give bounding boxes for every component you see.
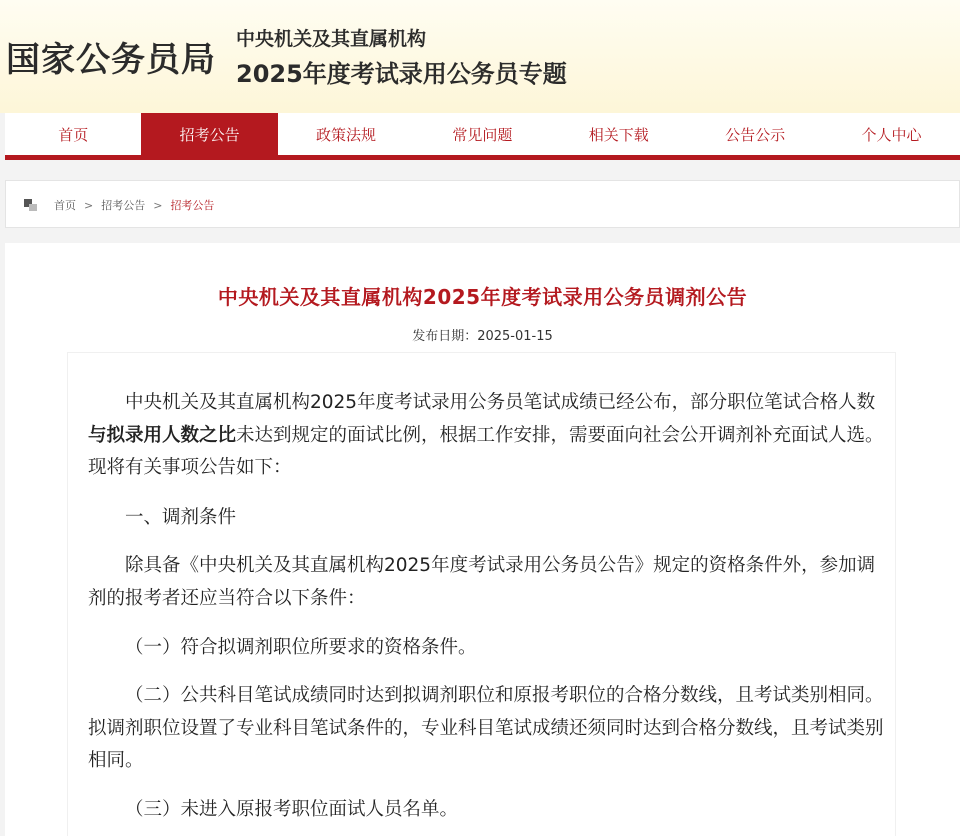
nav-item-notices[interactable]: 公告公示 bbox=[725, 126, 786, 144]
nav-item-personal-center[interactable]: 个人中心 bbox=[861, 126, 922, 144]
article-paragraph: （三）未进入原报考职位面试人员名单。 bbox=[125, 799, 459, 820]
article-title: 中央机关及其直属机构2025年度考试录用公务员调剂公告 bbox=[217, 285, 748, 309]
nav-item-home[interactable]: 首页 bbox=[58, 126, 89, 144]
article-paragraph: （一）符合拟调剂职位所要求的资格条件。 bbox=[125, 637, 477, 658]
article-body bbox=[67, 352, 896, 836]
article-paragraph: （二）公共科目笔试成绩同时达到拟调剂职位和原报考职位的合格分数线，且考试类别相同。拟调剂职位设置了专业科目笔试条件的，专业科目笔试成绩还须同时达到合格分数线，且考试类别相同。 bbox=[88, 685, 884, 771]
site-name[interactable]: 国家公务员局 bbox=[6, 40, 216, 80]
breadcrumb-home[interactable]: 首页 bbox=[54, 199, 76, 212]
paragraph-emphasis: 与拟录用人数之比 bbox=[88, 424, 237, 446]
breadcrumb bbox=[5, 180, 960, 228]
header-subtitle-topic: 2025年度考试录用公务员专题 bbox=[236, 60, 567, 88]
article-date: 发布日期：2025-01-15 bbox=[412, 329, 553, 344]
nav-item-faq[interactable]: 常见问题 bbox=[452, 126, 513, 144]
header-subtitle-org: 中央机关及其直属机构 bbox=[236, 28, 427, 50]
main-nav bbox=[5, 113, 960, 160]
breadcrumb-parent[interactable]: 招考公告 bbox=[101, 199, 146, 212]
location-icon bbox=[24, 199, 38, 211]
section-heading: 一、调剂条件 bbox=[125, 507, 237, 528]
breadcrumb-current[interactable]: 招考公告 bbox=[170, 199, 215, 212]
breadcrumb-separator: > bbox=[153, 199, 163, 212]
article-paragraph: 除具备《中央机关及其直属机构2025年度考试录用公务员公告》规定的资格条件外，参加调剂的报考者还应当符合以下条件： bbox=[88, 555, 876, 609]
nav-item-policies[interactable]: 政策法规 bbox=[315, 126, 376, 144]
nav-item-announcements[interactable]: 招考公告 bbox=[141, 113, 277, 155]
paragraph-text: 未达到规定的面试比例，根据工作安排，需要面向社会公开调剂补充面试人选。现将有关事项公告如下： bbox=[88, 424, 884, 478]
site-header bbox=[0, 0, 960, 113]
breadcrumb-separator: > bbox=[84, 199, 94, 212]
nav-item-downloads[interactable]: 相关下载 bbox=[588, 126, 649, 144]
article-paragraph bbox=[88, 387, 888, 485]
paragraph-text: 中央机关及其直属机构2025年度考试录用公务员笔试成绩已经公布，部分职位笔试合格人数 bbox=[125, 392, 876, 413]
article bbox=[5, 243, 960, 836]
